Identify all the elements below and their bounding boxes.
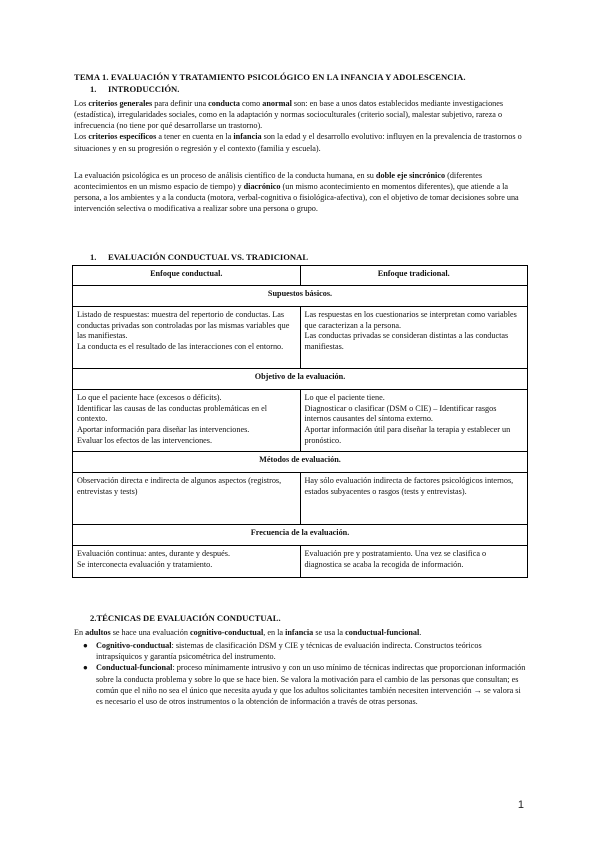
section-number: 1. [90, 84, 97, 94]
cell-text: Diagnosticar o clasificar (DSM o CIE) – Identificar rasgos internos causantes del síntoma externo. [304, 403, 497, 424]
cell-tradicional [300, 390, 528, 452]
text-run: (un mismo acontecimiento en momentos diferentes), que atiende a la persona, a los ambientes y a la conducta (motora, verbal-cognitiva o fisiológica-afectiva), con el objetivo de tomar decisiones sobre una intervención selectiva o modificativa a realizar sobre una persona o grupo. [74, 182, 519, 214]
bullet-icon: ● [83, 663, 88, 673]
cell-tradicional [300, 546, 528, 578]
section-title: INTRODUCCIÓN. [108, 84, 180, 94]
text-run: se usa la [313, 628, 346, 637]
cell-tradicional [300, 307, 528, 369]
cell-text: Identificar las causas de las conductas problemáticas en el contexto. [77, 403, 268, 424]
table-section-row [73, 286, 528, 307]
cell-text: Las conductas privadas se consideran distintas a las conductas manifiestas. [304, 331, 509, 351]
bold-term: doble eje sincrónico [375, 171, 446, 180]
text-run: La evaluación psicológica es un proceso de análisis científico de la conducta humana, en su [74, 171, 376, 180]
cell-text: Evaluación pre y postratamiento. Una vez se clasifica o diagnostica se acaba la recogida de información. [304, 549, 487, 569]
bold-term: diacrónico [243, 182, 281, 192]
text-run: son: en base a unos datos establecidos mediante investigaciones (estadística), irregularidades sociales, como en la adaptación y normas socioculturales (criterio social), malestar subjetivo, rareza o infrecuencia (no tiene por qué desarrollarse un trastorno). [74, 99, 504, 131]
text-run: En [74, 628, 86, 637]
table-header-row [73, 266, 528, 286]
cell-text: Aportar información para diseñar las intervenciones. [77, 424, 250, 434]
cell-text: Las respuestas en los cuestionarios se interpretan como variables que caracterizan a la persona. [304, 310, 517, 330]
bold-term: criterios específicos [88, 132, 157, 142]
section-label-objetivo: Objetivo de la evaluación. [73, 369, 528, 390]
text-run: . [419, 628, 422, 637]
paragraph-criterios-especificos [74, 131, 528, 153]
intro-paragraph-evaluacion [74, 170, 528, 215]
text-run: , en la [263, 628, 286, 637]
comparison-table [72, 265, 528, 578]
text-run: a tener en cuenta en la [156, 132, 234, 142]
table-row [73, 473, 528, 525]
text-run: como [239, 99, 263, 108]
bold-term: adultos [85, 628, 111, 637]
paragraph-evaluacion-psicologica [74, 170, 528, 215]
cell-text: Evaluación continua: antes, durante y después. [77, 549, 231, 558]
cell-text: La conducta es el resultado de las interacciones con el entorno. [77, 341, 284, 351]
cell-text: Evaluar los efectos de las intervenciones. [77, 435, 213, 445]
bold-term: conducta [208, 99, 240, 108]
cell-text: Observación directa e indirecta de algunos aspectos (registros, entrevistas y tests) [77, 476, 282, 496]
cell-text: Hay sólo evaluación indirecta de factores psicológicos internos, estados subyacentes o rasgos (tests y entrevistas). [304, 476, 514, 496]
paragraph-adultos-infancia [74, 627, 528, 638]
section-label-supuestos: Supuestos básicos. [73, 286, 528, 307]
column-header-conductual: Enfoque conductual. [73, 266, 301, 286]
cell-tradicional [300, 473, 528, 525]
paragraph-criterios-generales [74, 98, 528, 131]
section-heading-introduccion [74, 84, 544, 96]
page-number: 1 [517, 799, 524, 811]
section-heading-evaluacion-conductual [74, 252, 544, 264]
intro-paragraph-criterios [74, 98, 528, 154]
cell-conductual [73, 546, 301, 578]
table-row [73, 390, 528, 452]
bullet-icon: ● [83, 641, 88, 651]
table-section-row [73, 525, 528, 546]
text-run: se hace una evaluación [110, 628, 190, 637]
section-label-frecuencia: Frecuencia de la evaluación. [73, 525, 528, 546]
section-label-metodos: Métodos de evaluación. [73, 452, 528, 473]
table-row [73, 307, 528, 369]
bullet-list [74, 640, 528, 707]
bold-term: conductual-funcional [345, 628, 420, 637]
bold-term: infancia [233, 132, 262, 142]
cell-text: Listado de respuestas: muestra del repertorio de conductas. Las conductas privadas son controladas por las mismas variables que las manifiestas. [77, 310, 290, 341]
cell-text: Lo que el paciente hace (excesos o déficits). [77, 393, 222, 402]
section-title: TÉCNICAS DE EVALUACIÓN CONDUCTUAL. [96, 613, 281, 623]
section-number: 1. [90, 252, 97, 262]
text-run: : proceso mínimamente intrusivo y con un uso mínimo de técnicas indirectas que proporcionan información sobre la conducta problema y sobre lo que se hace bien. Se valora la motivación para el cambio de las personas que consultan; es común que el niño no sea el único que necesita ayuda y que los adultos solicitantes también necesiten intervención → se valora si es necesario el uso de otros instrumentos o la obtención de información a través de otras personas. [96, 663, 526, 706]
tecnicas-content [74, 627, 528, 707]
text-run: para definir una [152, 99, 209, 108]
document-title: TEMA 1. EVALUACIÓN Y TRATAMIENTO PSICOLÓGICO EN LA INFANCIA Y ADOLESCENCIA. [74, 72, 466, 82]
cell-conductual [73, 307, 301, 369]
text-run: (diferentes acontecimientos en un mismo espacio de tiempo) y [74, 171, 483, 192]
bold-term: Cognitivo-conductual [96, 641, 172, 651]
section-number: 2. [90, 613, 97, 623]
text-run: Los [74, 132, 89, 142]
column-header-tradicional: Enfoque tradicional. [300, 266, 528, 286]
cell-text: Se interconecta evaluación y tratamiento. [77, 559, 213, 569]
text-run: Los [74, 99, 89, 108]
list-item [83, 662, 528, 707]
text-run: : sistemas de clasificación DSM y CIE y técnicas de evaluación indirecta. Constructos teóricos intrapsíquicos y garantía psicométrica del instrumento. [96, 641, 482, 662]
section-title: EVALUACIÓN CONDUCTUAL VS. TRADICIONAL [108, 252, 309, 262]
bold-term: cognitivo-conductual [189, 628, 264, 637]
bold-term: Conductual-funcional [96, 663, 173, 673]
list-item [83, 640, 528, 662]
table-section-row [73, 452, 528, 473]
section-heading-tecnicas [74, 613, 544, 625]
text-run: son la edad y el desarrollo evolutivo: influyen en la prevalencia de trastornos o situaciones y en su progresión o regresión y el contexto (familia y escuela). [74, 132, 522, 153]
cell-conductual [73, 473, 301, 525]
table-row [73, 546, 528, 578]
cell-conductual [73, 390, 301, 452]
bold-term: anormal [262, 99, 292, 108]
bold-term: infancia [285, 628, 314, 637]
cell-text: Lo que el paciente tiene. [304, 393, 385, 402]
bold-term: criterios generales [88, 99, 153, 108]
cell-text: Aportar información útil para diseñar la terapia y establecer un pronóstico. [304, 424, 511, 445]
table-section-row [73, 369, 528, 390]
